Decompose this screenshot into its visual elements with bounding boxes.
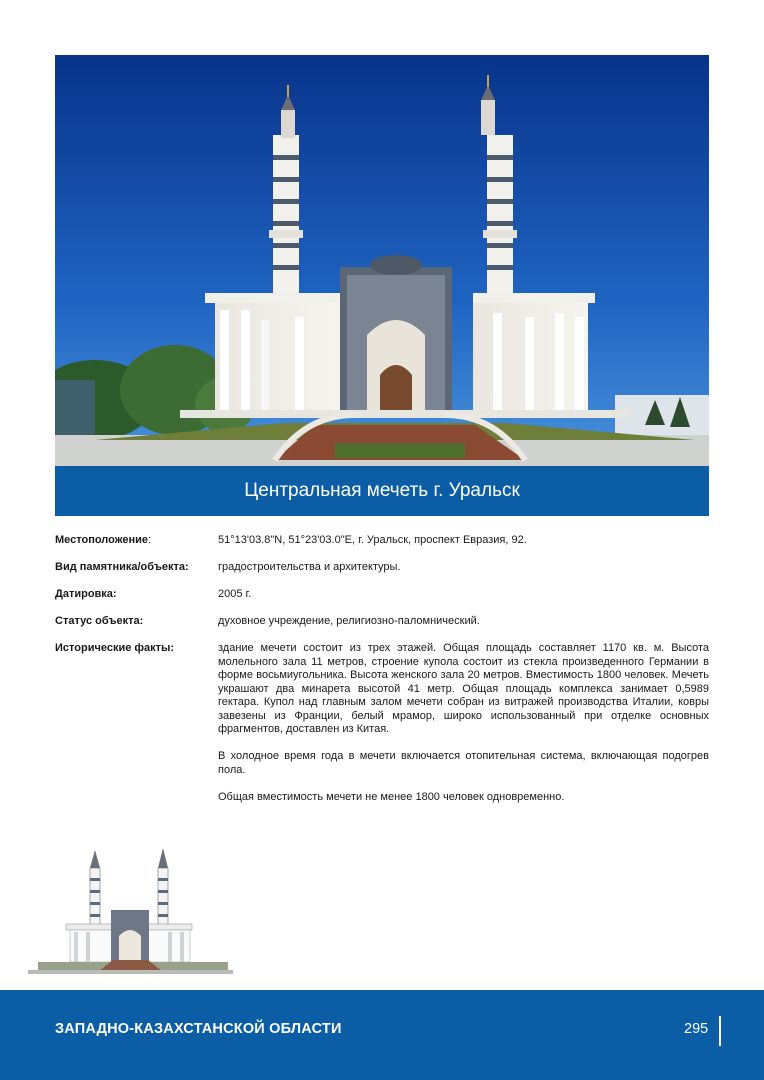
history-text — [218, 642, 709, 804]
object-info — [55, 534, 709, 818]
info-value: градостроительства и архитектуры. — [218, 561, 401, 573]
info-row-status — [55, 615, 709, 629]
page-footer — [0, 990, 764, 1080]
info-value: духовное учреждение, религиозно-паломнический. — [218, 615, 480, 627]
photo-caption: Центральная мечеть г. Уральск — [55, 466, 709, 516]
info-label: Исторические факты: — [55, 642, 175, 654]
mosque-photo — [55, 55, 709, 466]
history-paragraph: здание мечети состоит из трех этажей. Общая площадь составляет 1170 кв. м. Высота молельного зала 11 метров, строение купола состоит из стекла произведенного Германии в форме восьмиугольника. Высота женского зала 20 метров. Вместимость 1800 человек. Мечеть украшают два минарета высотой 41 метр. Общая площадь комплекса занимает 0,5989 гектара. Купол над главным залом мечети собран из витражей производства Италии, ковры завезены из Франции, белый мрамор, широко использованный при отделке основных фрагментов, доставлен из Китая. — [218, 642, 709, 735]
info-value: 2005 г. — [218, 588, 252, 600]
info-row-location — [55, 534, 709, 548]
footer-region: ЗАПАДНО-КАЗАХСТАНСКОЙ ОБЛАСТИ — [55, 1021, 342, 1037]
page-number: 295 — [684, 1021, 709, 1037]
mosque-sketch — [18, 840, 240, 985]
info-value: 51°13'03.8"N, 51°23'03.0"E, г. Уральск, проспект Евразия, 92. — [218, 534, 527, 546]
info-label: Датировка: — [55, 588, 117, 600]
history-paragraph: Общая вместимость мечети не менее 1800 человек одновременно. — [218, 790, 565, 803]
history-paragraph: В холодное время года в мечети включается отопительная система, включающая подогрев пола. — [218, 750, 709, 776]
info-label: Статус объекта: — [55, 615, 144, 627]
footer-divider — [719, 1016, 721, 1046]
info-label: Местоположение: — [55, 534, 152, 546]
info-label: Вид памятника/объекта: — [55, 561, 189, 573]
info-row-dating — [55, 588, 709, 602]
info-row-type — [55, 561, 709, 575]
info-row-history — [55, 642, 709, 804]
